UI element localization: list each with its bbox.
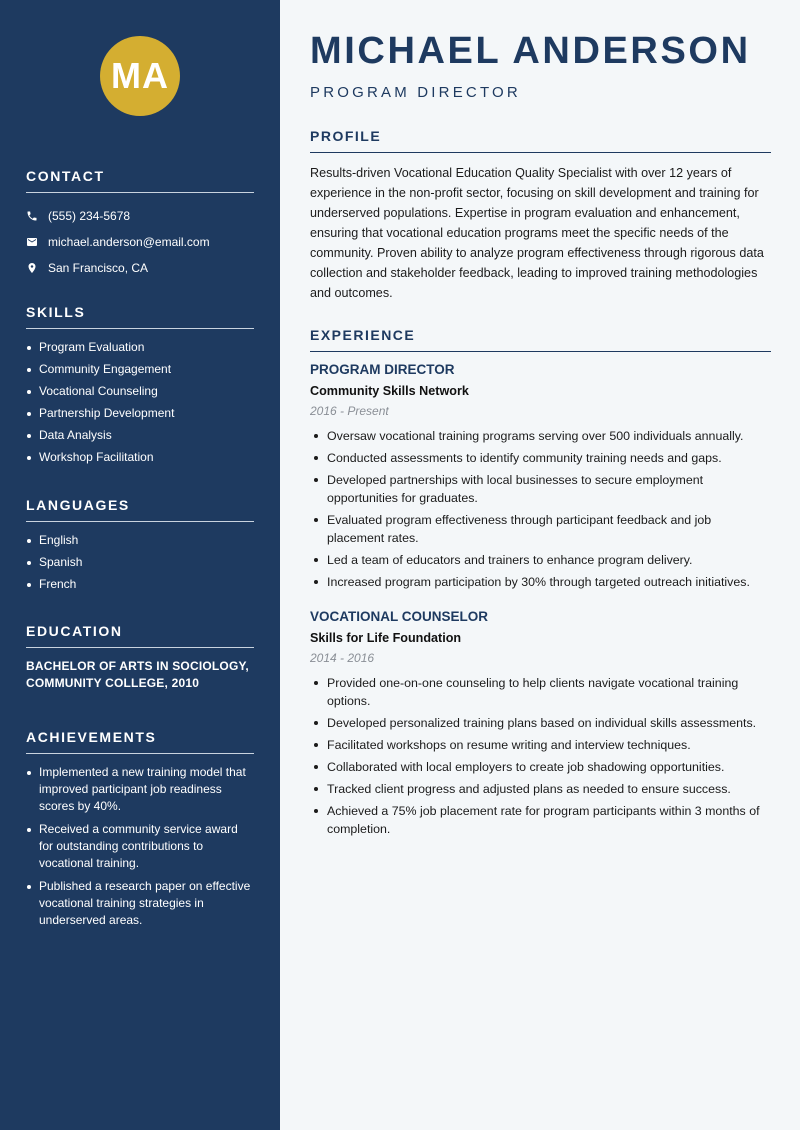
job-company: Skills for Life Foundation [310, 631, 462, 645]
profile-heading: PROFILE [310, 128, 771, 153]
phone-icon [26, 210, 48, 222]
contact-section [26, 168, 254, 281]
job-bullet: Provided one-on-one counseling to help clients navigate vocational training options. [310, 674, 771, 710]
candidate-name: MICHAEL ANDERSON [310, 30, 751, 72]
job-bullet: Conducted assessments to identify community training needs and gaps. [310, 449, 771, 467]
language-item: French [26, 576, 254, 593]
contact-heading: CONTACT [26, 168, 254, 193]
job-bullet: Developed partnerships with local businesses to secure employment opportunities for graduates. [310, 471, 771, 507]
profile-text: Results-driven Vocational Education Quality Specialist with over 12 years of experience in the non-profit sector, focusing on skill development and training for underserved populations. Expertise in program evaluation and enhancement, ensuring that vocational education programs meet the specific needs of the community. Proven ability to analyze program effectiveness through rigorous data collection and stakeholder feedback, leading to improved training methodologies and outcomes. [310, 166, 764, 300]
education-heading: EDUCATION [26, 623, 254, 648]
skill-item: Program Evaluation [26, 339, 254, 356]
contact-phone [26, 203, 254, 229]
job-bullet: Facilitated workshops on resume writing and interview techniques. [310, 736, 771, 754]
achievement-item: Implemented a new training model that improved participant job readiness scores by 40%. [26, 764, 254, 815]
skill-item: Vocational Counseling [26, 383, 254, 400]
skills-section [26, 304, 254, 471]
job-entry [310, 362, 771, 591]
education-school: COMMUNITY COLLEGE, 2010 [26, 676, 200, 690]
job-bullets [310, 674, 771, 838]
language-item: Spanish [26, 554, 254, 571]
skill-item: Partnership Development [26, 405, 254, 422]
location-text: San Francisco, CA [48, 261, 149, 275]
email-text[interactable]: michael.anderson@email.com [48, 235, 210, 249]
job-bullet: Led a team of educators and trainers to enhance program delivery. [310, 551, 771, 569]
education-degree: BACHELOR OF ARTS IN SOCIOLOGY, [26, 659, 249, 673]
skills-heading: SKILLS [26, 304, 254, 329]
experience-section [310, 327, 771, 856]
sidebar [0, 0, 280, 1130]
job-title: VOCATIONAL COUNSELOR [310, 609, 489, 624]
job-entry [310, 609, 771, 838]
profile-section [310, 128, 771, 303]
education-section [26, 623, 254, 692]
achievements-list [26, 764, 254, 929]
job-dates: 2016 - Present [310, 404, 389, 418]
mail-icon [26, 236, 48, 248]
experience-heading: EXPERIENCE [310, 327, 771, 352]
job-title: PROGRAM DIRECTOR [310, 362, 455, 377]
job-bullets [310, 427, 771, 591]
language-item: English [26, 532, 254, 549]
avatar [100, 36, 180, 116]
job-company: Community Skills Network [310, 384, 469, 398]
phone-text: (555) 234-5678 [48, 209, 131, 223]
skills-list [26, 339, 254, 466]
languages-list [26, 532, 254, 593]
job-dates: 2014 - 2016 [310, 651, 375, 665]
candidate-role: PROGRAM DIRECTOR [310, 84, 521, 101]
contact-location [26, 255, 254, 281]
achievement-item: Published a research paper on effective vocational training strategies in underserved areas. [26, 878, 254, 929]
languages-section [26, 497, 254, 598]
location-pin-icon [26, 262, 48, 274]
achievement-item: Received a community service award for outstanding contributions to vocational training. [26, 821, 254, 872]
avatar-initials: MA [111, 55, 169, 96]
skill-item: Workshop Facilitation [26, 449, 254, 466]
languages-heading: LANGUAGES [26, 497, 254, 522]
job-bullet: Tracked client progress and adjusted plans as needed to ensure success. [310, 780, 771, 798]
skill-item: Community Engagement [26, 361, 254, 378]
achievements-heading: ACHIEVEMENTS [26, 729, 254, 754]
job-bullet: Collaborated with local employers to create job shadowing opportunities. [310, 758, 771, 776]
job-bullet: Achieved a 75% job placement rate for program participants within 3 months of completion. [310, 802, 771, 838]
job-bullet: Evaluated program effectiveness through participant feedback and job placement rates. [310, 511, 771, 547]
job-bullet: Developed personalized training plans based on individual skills assessments. [310, 714, 771, 732]
job-bullet: Oversaw vocational training programs serving over 500 individuals annually. [310, 427, 771, 445]
job-bullet: Increased program participation by 30% through targeted outreach initiatives. [310, 573, 771, 591]
skill-item: Data Analysis [26, 427, 254, 444]
achievements-section [26, 729, 254, 935]
contact-email [26, 229, 254, 255]
